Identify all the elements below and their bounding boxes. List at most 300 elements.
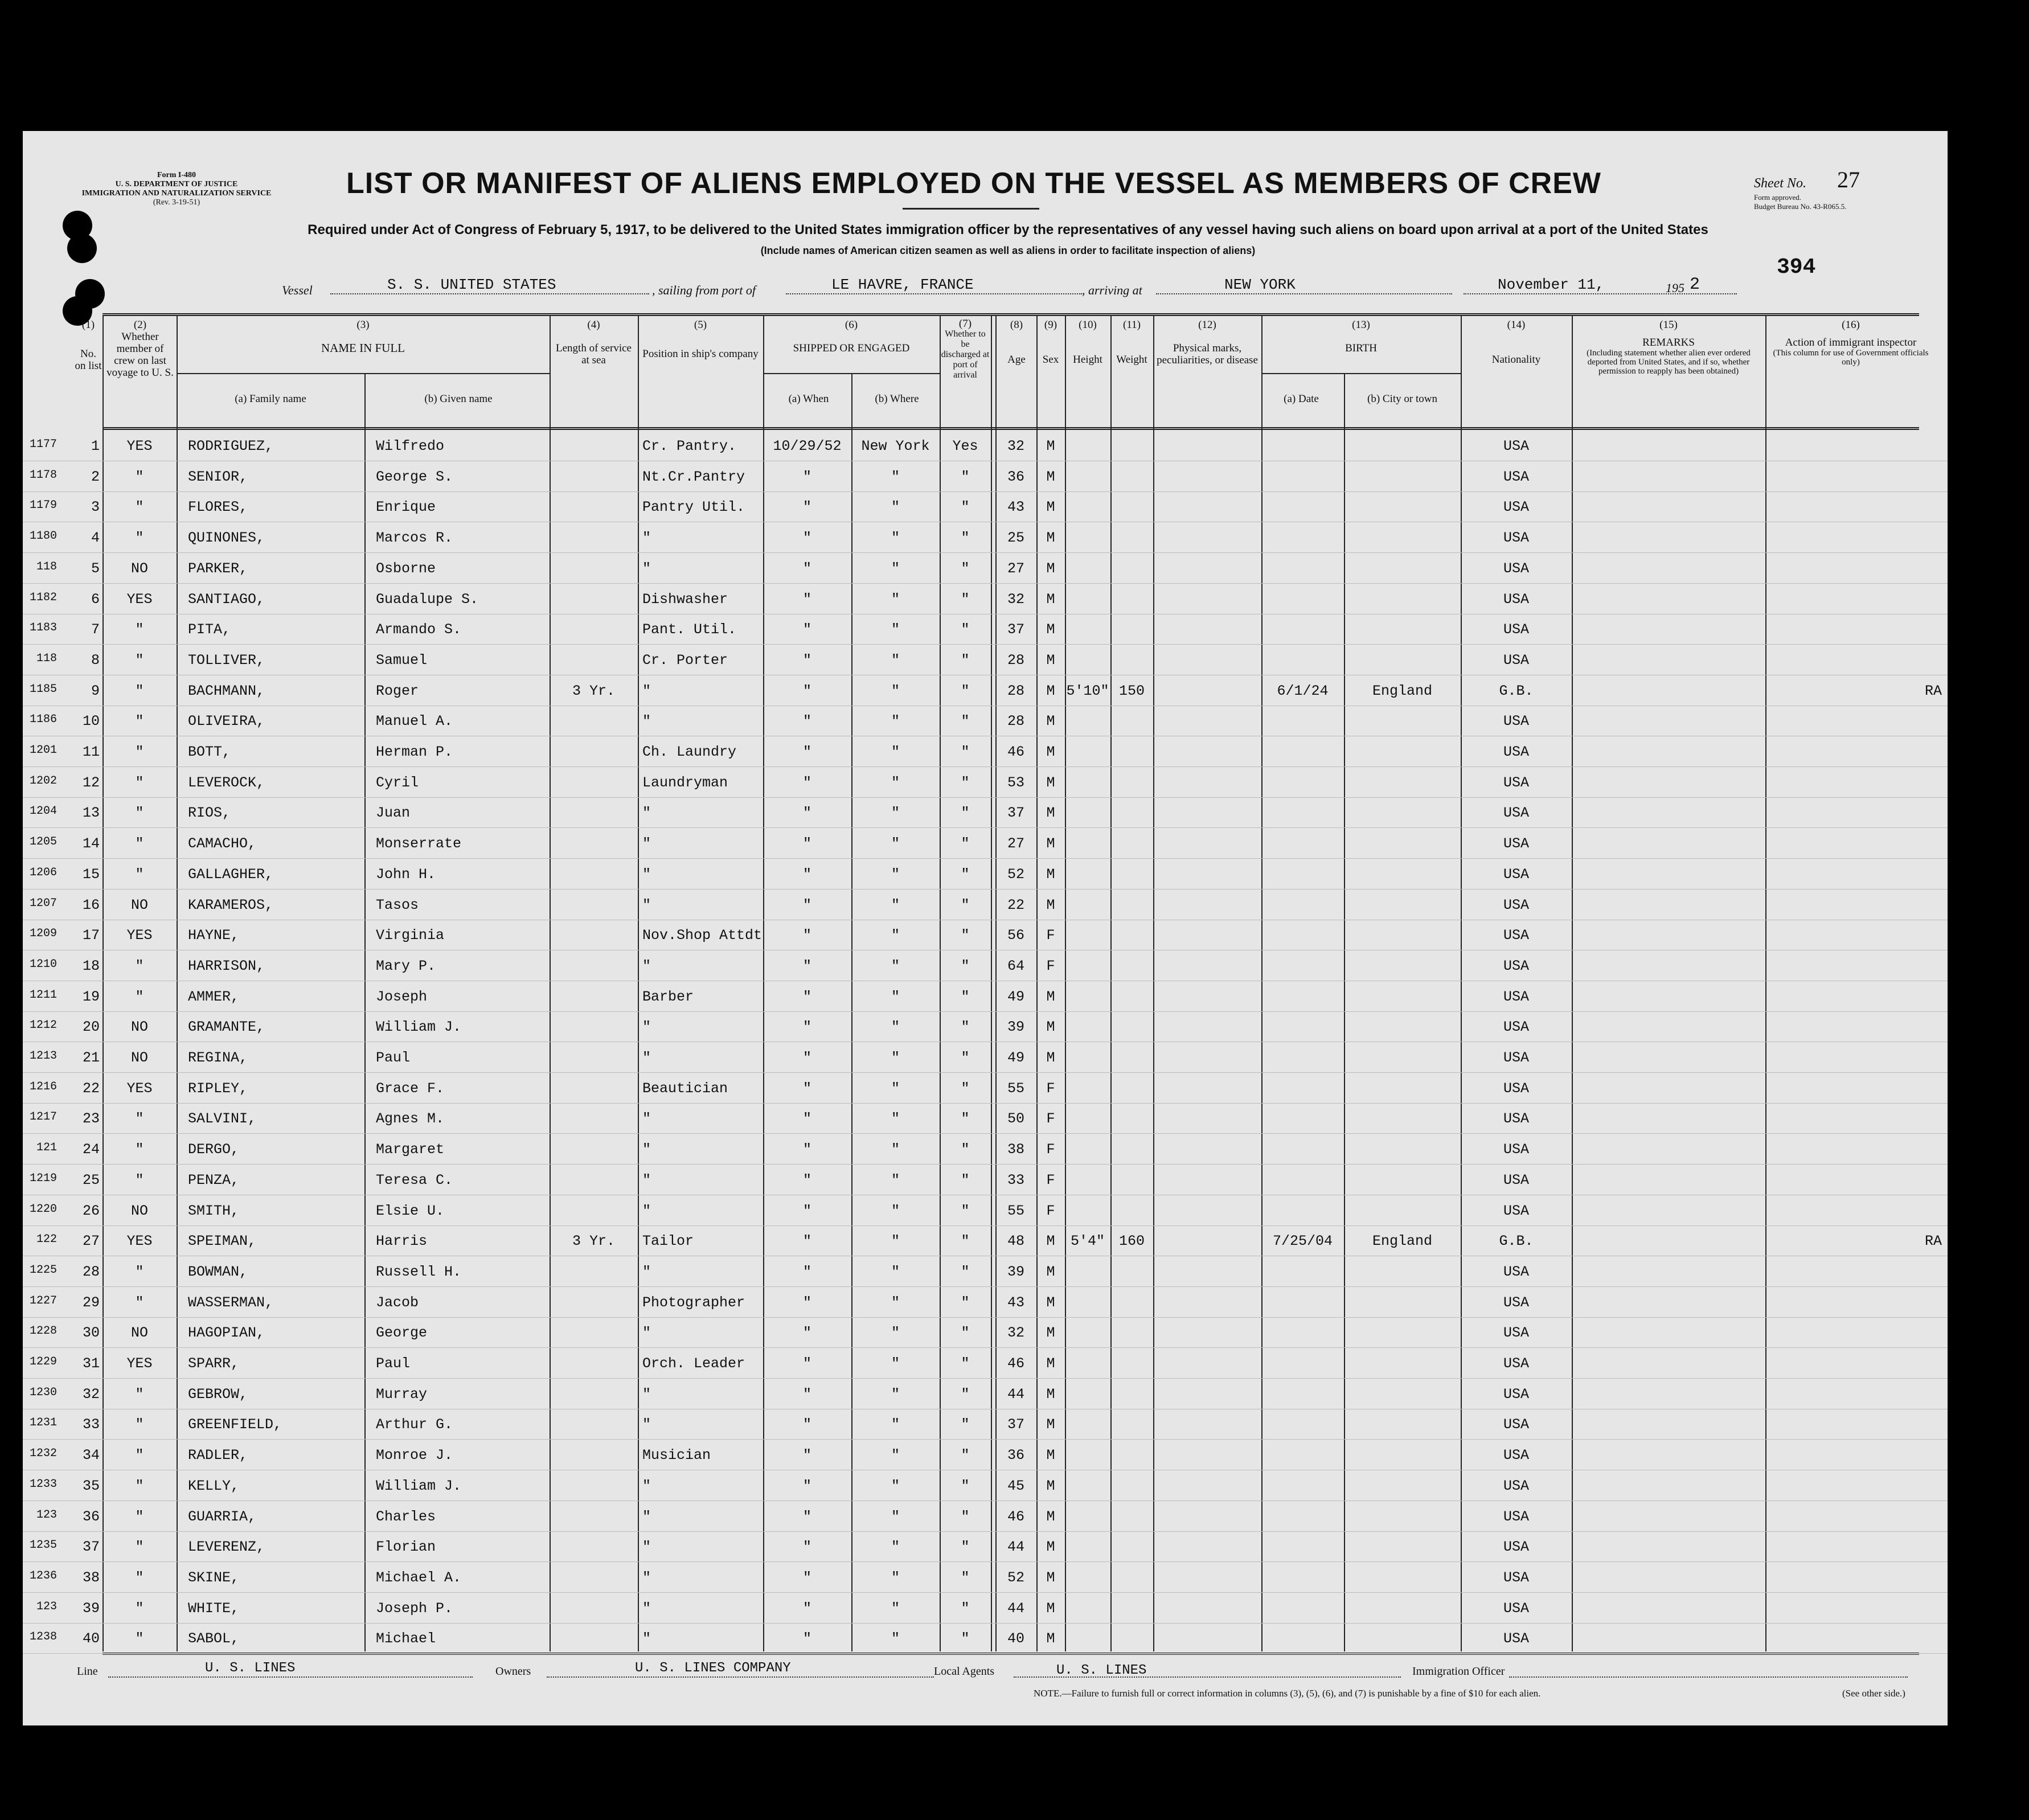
cell-family: GRAMANTE,: [188, 1019, 265, 1036]
cell-family: FLORES,: [188, 499, 248, 516]
cell-where: ": [891, 805, 900, 822]
cell-sex: M: [1046, 1447, 1055, 1464]
table-row: [23, 766, 1948, 798]
cell-last: ": [135, 835, 144, 852]
cell-last: ": [135, 805, 144, 822]
cell-where: ": [891, 1110, 900, 1128]
cell-where: ": [891, 1630, 900, 1647]
table-row: [23, 430, 1948, 461]
cell-nat: USA: [1503, 499, 1529, 516]
cell-when: ": [802, 927, 811, 944]
cell-disch: ": [961, 1110, 970, 1128]
cell-given: Florian: [376, 1539, 436, 1556]
cell-where: ": [891, 1233, 900, 1250]
cell-when: ": [802, 835, 811, 852]
cell-where: ": [891, 927, 900, 944]
cell-position: ": [642, 866, 651, 883]
page-title: LIST OR MANIFEST OF ALIENS EMPLOYED ON THE VESSEL AS MEMBERS OF CREW: [346, 167, 1601, 200]
col13-header: (13) BIRTH: [1345, 319, 1377, 354]
cell-disch: ": [961, 1447, 970, 1464]
cell-age: 53: [1007, 774, 1024, 791]
cell-last: ": [135, 1477, 144, 1494]
cell-disch: ": [961, 1263, 970, 1280]
table-row: [23, 1408, 1948, 1440]
cell-nat: USA: [1503, 1141, 1529, 1158]
cell-last: ": [135, 866, 144, 883]
cell-given: Enrique: [376, 499, 436, 516]
cell-given: Agnes M.: [376, 1110, 445, 1128]
cell-where: ": [891, 713, 900, 730]
cell-no: 33: [82, 1416, 100, 1433]
cell-sex: M: [1046, 866, 1055, 883]
cell-action: RA: [1924, 1233, 1942, 1250]
table-row: [23, 889, 1948, 920]
cell-no: 36: [82, 1508, 100, 1525]
footer: [23, 1657, 1948, 1714]
cell-family: KARAMEROS,: [188, 896, 274, 913]
col13a-header: (a) Date: [1284, 393, 1319, 405]
cell-position: Cr. Pantry.: [642, 438, 737, 454]
stamp-number: 394: [1777, 255, 1816, 280]
sheet-label: Sheet No.: [1754, 176, 1806, 191]
sheet-number-block: [1754, 166, 1936, 211]
cell-age: 44: [1007, 1600, 1024, 1617]
cell-ref: 1230: [29, 1386, 57, 1399]
cell-nat: USA: [1503, 1508, 1529, 1525]
cell-disch: ": [961, 957, 970, 974]
cell-last: ": [135, 957, 144, 974]
cell-sex: M: [1046, 774, 1055, 791]
cell-last: ": [135, 1263, 144, 1280]
col13b-header: (b) City or town: [1367, 393, 1437, 405]
cell-last: YES: [126, 1080, 153, 1097]
cell-where: ": [891, 1508, 900, 1525]
cell-when: 10/29/52: [773, 438, 842, 454]
cell-sex: F: [1046, 927, 1055, 944]
cell-position: ": [642, 1630, 651, 1647]
cell-sex: M: [1046, 468, 1055, 485]
cell-nat: USA: [1503, 1569, 1529, 1586]
cell-family: BACHMANN,: [188, 682, 265, 699]
table-row: [23, 1102, 1948, 1134]
cell-position: ": [642, 1416, 651, 1433]
cell-last: ": [135, 621, 144, 638]
cell-ref: 1220: [29, 1202, 57, 1216]
table-row: [23, 1378, 1948, 1409]
footer-agents-value: U. S. LINES: [1056, 1663, 1147, 1678]
cell-age: 49: [1007, 988, 1024, 1005]
cell-age: 46: [1007, 1355, 1024, 1372]
table-row: [23, 613, 1948, 645]
cell-when: ": [802, 1202, 811, 1219]
cell-family: OLIVEIRA,: [188, 713, 265, 730]
cell-nat: USA: [1503, 468, 1529, 485]
cell-given: Paul: [376, 1050, 411, 1066]
cell-given: William J.: [376, 1477, 462, 1494]
cell-ref: 1202: [29, 774, 57, 788]
footer-see-other: (See other side.): [1842, 1688, 1905, 1699]
cell-given: John H.: [376, 866, 436, 883]
cell-where: New York: [861, 438, 930, 454]
table-row: [23, 1195, 1948, 1226]
cell-last: ": [135, 1416, 144, 1433]
cell-last: ": [135, 1294, 144, 1311]
form-id-block: [68, 171, 285, 207]
footer-officer-label: Immigration Officer: [1412, 1665, 1505, 1678]
cell-sex: M: [1046, 682, 1055, 699]
header-top-rule: [103, 313, 1919, 316]
cell-sex: M: [1046, 499, 1055, 516]
cell-last: YES: [126, 927, 153, 944]
cell-when: ": [802, 713, 811, 730]
col4-header: (4) Length of service at sea: [556, 319, 632, 366]
cell-when: ": [802, 591, 811, 608]
punch-hole: [67, 233, 97, 263]
form-subnote: (Include names of American citizen seamen as well as aliens in order to facilitate inspection of aliens): [760, 245, 1256, 256]
budget-bureau-line: Budget Bureau No. 43-R065.5.: [1754, 202, 1847, 211]
cell-position: ": [642, 1171, 651, 1188]
cell-when: ": [802, 1141, 811, 1158]
cell-ref: 1180: [29, 530, 57, 543]
cell-where: ": [891, 1263, 900, 1280]
cell-where: ": [891, 682, 900, 699]
cell-last: ": [135, 651, 144, 669]
footer-agents-label: Local Agents: [934, 1665, 995, 1678]
table-row: [23, 1042, 1948, 1073]
cell-last: NO: [130, 1325, 148, 1342]
cell-nat: USA: [1503, 1294, 1529, 1311]
cell-nat: USA: [1503, 1325, 1529, 1342]
cell-last: ": [135, 530, 144, 547]
cell-where: ": [891, 651, 900, 669]
col14-header: (14) Nationality: [1491, 319, 1541, 366]
service-line: IMMIGRATION AND NATURALIZATION SERVICE: [81, 189, 272, 198]
cell-last: ": [135, 1141, 144, 1158]
cell-nat: USA: [1503, 1630, 1529, 1647]
cell-disch: ": [961, 682, 970, 699]
cell-disch: ": [961, 1477, 970, 1494]
table-row: [23, 522, 1948, 553]
cell-where: ": [891, 468, 900, 485]
cell-when: ": [802, 1447, 811, 1464]
cell-age: 44: [1007, 1539, 1024, 1556]
cell-given: Charles: [376, 1508, 436, 1525]
cell-ref: 1232: [29, 1447, 57, 1461]
cell-no: 16: [82, 896, 100, 913]
cell-where: ": [891, 1141, 900, 1158]
cell-no: 27: [82, 1233, 100, 1250]
cell-position: Ch. Laundry: [642, 744, 737, 760]
cell-nat: USA: [1503, 988, 1529, 1005]
cell-age: 32: [1007, 1325, 1024, 1342]
cell-position: Musician: [642, 1447, 711, 1464]
footer-rule: [103, 1653, 1919, 1655]
col11-header: (11) Weight: [1116, 319, 1147, 366]
cell-disch: ": [961, 1386, 970, 1403]
cell-age: 37: [1007, 1416, 1024, 1433]
cell-family: RIOS,: [188, 805, 231, 822]
cell-position: Nov.Shop Attdt: [642, 927, 763, 944]
cell-no: 15: [82, 866, 100, 883]
cell-family: WHITE,: [188, 1600, 240, 1617]
cell-family: LEVEROCK,: [188, 774, 265, 791]
cell-disch: ": [961, 1539, 970, 1556]
cell-nat: USA: [1503, 591, 1529, 608]
cell-given: Monserrate: [376, 835, 462, 852]
cell-no: 9: [91, 682, 100, 699]
cell-ref: 1186: [29, 713, 57, 727]
cell-family: GEBROW,: [188, 1386, 248, 1403]
table-row: [23, 1133, 1948, 1165]
cell-nat: USA: [1503, 805, 1529, 822]
col16-header: (16) Action of immigrant inspector (This column for use of Government officials only): [1773, 319, 1929, 367]
cell-nat: USA: [1503, 896, 1529, 913]
cell-no: 7: [91, 621, 100, 638]
cell-no: 30: [82, 1325, 100, 1342]
cell-sex: F: [1046, 1110, 1055, 1128]
cell-last: ": [135, 988, 144, 1005]
cell-ref: 118: [36, 651, 57, 665]
cell-age: 55: [1007, 1080, 1024, 1097]
cell-disch: ": [961, 1600, 970, 1617]
cell-ref: 1228: [29, 1325, 57, 1338]
cell-sex: M: [1046, 988, 1055, 1005]
cell-position: Nt.Cr.Pantry: [642, 468, 745, 485]
cell-given: Mary P.: [376, 957, 436, 974]
cell-last: NO: [130, 1050, 148, 1066]
cell-disch: ": [961, 1355, 970, 1372]
cell-position: ": [642, 1600, 651, 1617]
cell-last: ": [135, 774, 144, 791]
cell-age: 28: [1007, 713, 1024, 730]
cell-last: ": [135, 1171, 144, 1188]
cell-no: 25: [82, 1171, 100, 1188]
cell-birth-date: 6/1/24: [1277, 682, 1329, 699]
cell-given: Michael A.: [376, 1569, 462, 1586]
footer-owners-value: U. S. LINES COMPANY: [635, 1661, 791, 1676]
cell-family: WASSERMAN,: [188, 1294, 274, 1311]
cell-when: ": [802, 1600, 811, 1617]
arriving-label: , arriving at: [1082, 283, 1142, 297]
cell-when: ": [802, 1325, 811, 1342]
cell-sex: M: [1046, 1416, 1055, 1433]
cell-no: 19: [82, 988, 100, 1005]
cell-when: ": [802, 468, 811, 485]
cell-when: ": [802, 896, 811, 913]
cell-position: Dishwasher: [642, 591, 728, 608]
cell-given: Tasos: [376, 896, 419, 913]
title-rule: [903, 208, 1039, 210]
cell-age: 46: [1007, 1508, 1024, 1525]
cell-age: 52: [1007, 866, 1024, 883]
cell-sex: M: [1046, 1477, 1055, 1494]
cell-when: ": [802, 1416, 811, 1433]
col2-header: (2) Whether member of crew on last voyage to U. S.: [106, 319, 174, 379]
cell-family: PARKER,: [188, 560, 248, 577]
cell-disch: ": [961, 988, 970, 1005]
cell-sex: M: [1046, 835, 1055, 852]
cell-when: ": [802, 530, 811, 547]
cell-disch: ": [961, 1141, 970, 1158]
cell-family: GUARRIA,: [188, 1508, 257, 1525]
cell-last: ": [135, 499, 144, 516]
cell-position: ": [642, 560, 651, 577]
cell-family: SALVINI,: [188, 1110, 257, 1128]
cell-position: ": [642, 1019, 651, 1036]
cell-last: YES: [126, 1233, 153, 1250]
cell-last: ": [135, 1508, 144, 1525]
cell-age: 44: [1007, 1386, 1024, 1403]
cell-last: NO: [130, 560, 148, 577]
approval-line: Form approved.: [1754, 193, 1802, 202]
cell-family: DERGO,: [188, 1141, 240, 1158]
cell-nat: USA: [1503, 438, 1529, 454]
cell-when: ": [802, 1477, 811, 1494]
cell-where: ": [891, 866, 900, 883]
cell-given: Russell H.: [376, 1263, 462, 1280]
table-row: [23, 1347, 1948, 1379]
cell-given: Paul: [376, 1355, 411, 1372]
cell-when: ": [802, 682, 811, 699]
table-row: [23, 1561, 1948, 1593]
cell-position: ": [642, 1202, 651, 1219]
cell-position: Photographer: [642, 1294, 745, 1311]
cell-family: SABOL,: [188, 1630, 240, 1647]
cell-where: ": [891, 1416, 900, 1433]
cell-position: ": [642, 1141, 651, 1158]
cell-ref: 1209: [29, 927, 57, 941]
cell-last: ": [135, 1386, 144, 1403]
cell-where: ": [891, 1477, 900, 1494]
cell-age: 36: [1007, 1447, 1024, 1464]
cell-disch: ": [961, 530, 970, 547]
cell-family: HAGOPIAN,: [188, 1325, 265, 1342]
cell-no: 17: [82, 927, 100, 944]
cell-ref: 1236: [29, 1569, 57, 1583]
cell-disch: ": [961, 744, 970, 760]
port-to: NEW YORK: [1224, 276, 1296, 293]
cell-no: 31: [82, 1355, 100, 1372]
col7-header: (7) Whether to be discharged at port of arrival: [941, 318, 990, 380]
cell-age: 55: [1007, 1202, 1024, 1219]
cell-no: 4: [91, 530, 100, 547]
cell-nat: USA: [1503, 1355, 1529, 1372]
cell-given: Cyril: [376, 774, 419, 791]
cell-position: ": [642, 682, 651, 699]
cell-given: Manuel A.: [376, 713, 453, 730]
cell-age: 45: [1007, 1477, 1024, 1494]
cell-position: Barber: [642, 988, 694, 1005]
cell-disch: ": [961, 1569, 970, 1586]
table-row: [23, 705, 1948, 736]
cell-sex: M: [1046, 1600, 1055, 1617]
cell-birth-date: 7/25/04: [1272, 1233, 1333, 1250]
cell-ref: 1185: [29, 682, 57, 696]
cell-disch: ": [961, 1202, 970, 1219]
cell-ref: 1207: [29, 896, 57, 910]
cell-disch: ": [961, 1171, 970, 1188]
cell-action: RA: [1924, 682, 1942, 699]
cell-where: ": [891, 1050, 900, 1066]
cell-where: ": [891, 1569, 900, 1586]
cell-sex: M: [1046, 805, 1055, 822]
cell-age: 37: [1007, 805, 1024, 822]
cell-given: Michael: [376, 1630, 436, 1647]
cell-sex: M: [1046, 896, 1055, 913]
cell-position: Cr. Porter: [642, 651, 728, 669]
cell-sex: F: [1046, 1080, 1055, 1097]
cell-nat: USA: [1503, 1019, 1529, 1036]
cell-family: SMITH,: [188, 1202, 240, 1219]
col1-header: (1) No. on list: [75, 319, 102, 372]
table-row: [23, 461, 1948, 492]
cell-no: 34: [82, 1447, 100, 1464]
cell-nat: USA: [1503, 1080, 1529, 1097]
cell-given: Marcos R.: [376, 530, 453, 547]
cell-no: 10: [82, 713, 100, 730]
cell-where: ": [891, 1539, 900, 1556]
cell-sex: M: [1046, 1263, 1055, 1280]
cell-last: ": [135, 1569, 144, 1586]
cell-age: 28: [1007, 682, 1024, 699]
department-line: U. S. DEPARTMENT OF JUSTICE: [115, 180, 238, 188]
cell-nat: USA: [1503, 713, 1529, 730]
cell-last: YES: [126, 438, 153, 454]
cell-sex: M: [1046, 1539, 1055, 1556]
cell-sex: M: [1046, 1386, 1055, 1403]
cell-no: 38: [82, 1569, 100, 1586]
cell-given: Joseph: [376, 988, 428, 1005]
cell-height: 5'10": [1066, 682, 1109, 699]
cell-where: ": [891, 499, 900, 516]
cell-where: ": [891, 896, 900, 913]
col10-header: (10) Height: [1073, 319, 1102, 366]
cell-disch: ": [961, 1019, 970, 1036]
cell-disch: ": [961, 805, 970, 822]
cell-where: ": [891, 988, 900, 1005]
cell-when: ": [802, 1110, 811, 1128]
cell-no: 1: [91, 438, 100, 454]
cell-age: 37: [1007, 621, 1024, 638]
cell-nat: USA: [1503, 651, 1529, 669]
cell-age: 46: [1007, 744, 1024, 760]
cell-last: ": [135, 713, 144, 730]
cell-family: TOLLIVER,: [188, 651, 265, 669]
cell-given: Murray: [376, 1386, 428, 1403]
cell-given: Wilfredo: [376, 438, 445, 454]
cell-ref: 1201: [29, 744, 57, 757]
cell-age: 22: [1007, 896, 1024, 913]
col3a-header: (a) Family name: [235, 393, 306, 405]
cell-sex: M: [1046, 1233, 1055, 1250]
cell-nat: USA: [1503, 1416, 1529, 1433]
cell-sex: M: [1046, 744, 1055, 760]
cell-where: ": [891, 774, 900, 791]
cell-family: RODRIGUEZ,: [188, 438, 274, 454]
cell-nat: USA: [1503, 927, 1529, 944]
cell-position: ": [642, 957, 651, 974]
cell-ref: 118: [36, 560, 57, 573]
cell-disch: ": [961, 835, 970, 852]
col6a-header: (a) When: [788, 393, 829, 405]
cell-family: BOTT,: [188, 744, 231, 760]
cell-position: ": [642, 713, 651, 730]
cell-no: 24: [82, 1141, 100, 1158]
col3b-header: (b) Given name: [424, 393, 493, 405]
cell-age: 27: [1007, 560, 1024, 577]
cell-when: ": [802, 560, 811, 577]
cell-no: 12: [82, 774, 100, 791]
